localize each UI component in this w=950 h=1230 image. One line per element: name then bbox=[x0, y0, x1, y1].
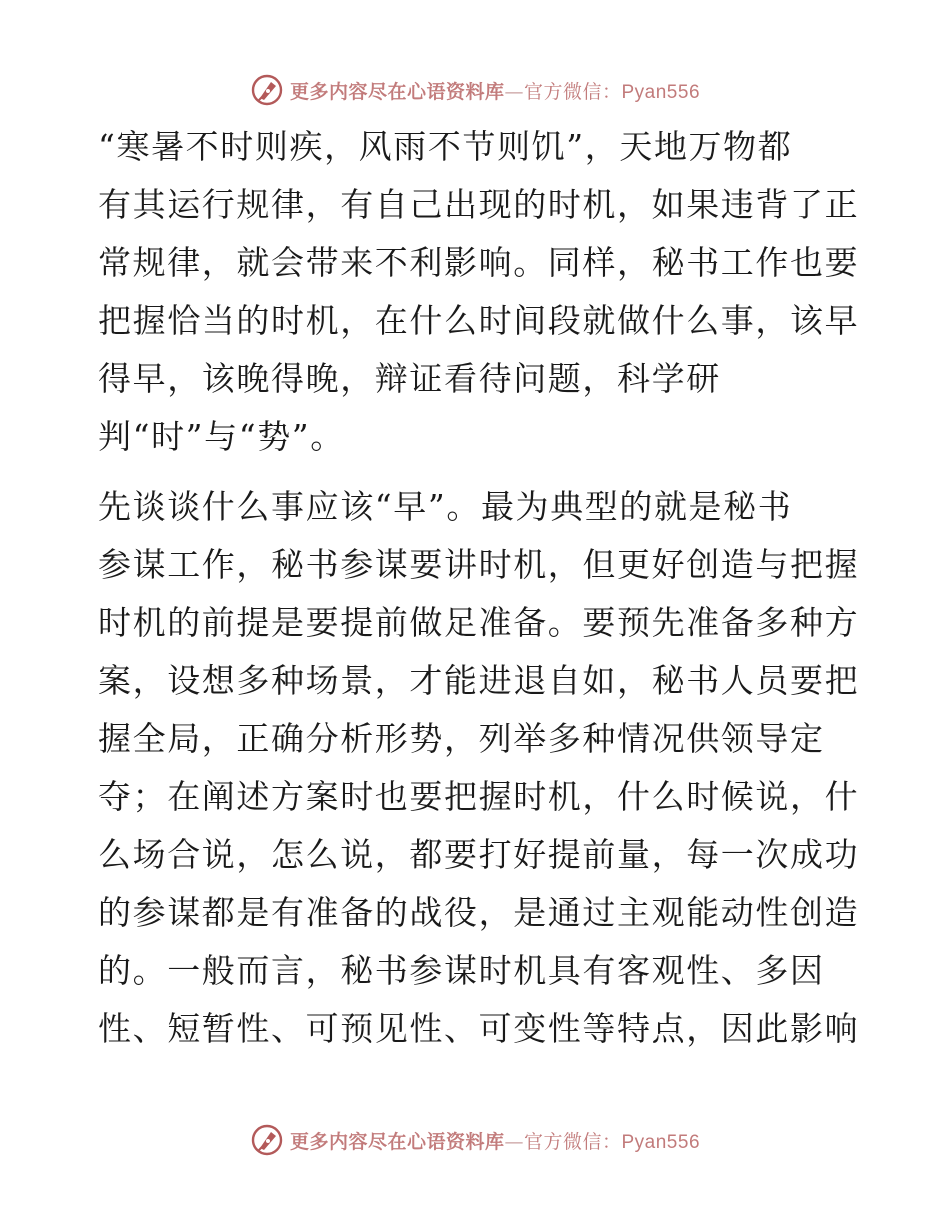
footer-wechat-id: Pyan556 bbox=[621, 1131, 701, 1153]
header-site-text: 更多内容尽在心语资料库 bbox=[289, 80, 505, 103]
text-line: 夺；在阐述方案时也要把握时机，什么时候说，什 bbox=[98, 777, 860, 816]
text-line: 判“时”与“势”。 bbox=[98, 417, 345, 456]
text-line: 有其运行规律，有自己出现的时机，如果违背了正 bbox=[98, 185, 860, 224]
text-line: “寒暑不时则疾，风雨不节则饥”，天地万物都 bbox=[98, 127, 793, 166]
text-line: 常规律，就会带来不利影响。同样，秘书工作也要 bbox=[98, 243, 860, 282]
header-dash: — bbox=[504, 80, 524, 103]
pen-nib-logo-icon bbox=[250, 73, 284, 107]
text-line: 得早，该晚得晚，辩证看待问题，科学研 bbox=[98, 359, 721, 398]
header-banner bbox=[0, 70, 950, 110]
text-line: 握全局，正确分析形势，列举多种情况供领导定 bbox=[98, 719, 825, 758]
text-line: 性、短暂性、可预见性、可变性等特点，因此影响 bbox=[98, 1009, 860, 1048]
header-wechat-id: Pyan556 bbox=[621, 81, 701, 103]
text-line: 把握恰当的时机，在什么时间段就做什么事，该早 bbox=[98, 301, 860, 340]
document-body bbox=[98, 118, 858, 1058]
footer-site-text: 更多内容尽在心语资料库 bbox=[289, 1130, 505, 1153]
header-official-text: 官方微信： bbox=[523, 80, 622, 103]
pen-nib-logo-icon bbox=[250, 1123, 284, 1157]
header-banner-text bbox=[290, 77, 700, 104]
footer-banner-text bbox=[290, 1127, 700, 1154]
footer-banner bbox=[0, 1120, 950, 1160]
text-line: 参谋工作，秘书参谋要讲时机，但更好创造与把握 bbox=[98, 545, 860, 584]
footer-official-text: 官方微信： bbox=[523, 1130, 622, 1153]
text-line: 先谈谈什么事应该“早”。最为典型的就是秘书 bbox=[98, 487, 793, 526]
text-line: 案，设想多种场景，才能进退自如，秘书人员要把 bbox=[98, 661, 860, 700]
paragraph-1 bbox=[98, 118, 858, 466]
text-line: 的参谋都是有准备的战役，是通过主观能动性创造 bbox=[98, 893, 860, 932]
text-line: 么场合说，怎么说，都要打好提前量，每一次成功 bbox=[98, 835, 860, 874]
paragraph-2 bbox=[98, 478, 858, 1058]
text-line: 的。一般而言，秘书参谋时机具有客观性、多因 bbox=[98, 951, 825, 990]
footer-dash: — bbox=[504, 1130, 524, 1153]
text-line: 时机的前提是要提前做足准备。要预先准备多种方 bbox=[98, 603, 860, 642]
